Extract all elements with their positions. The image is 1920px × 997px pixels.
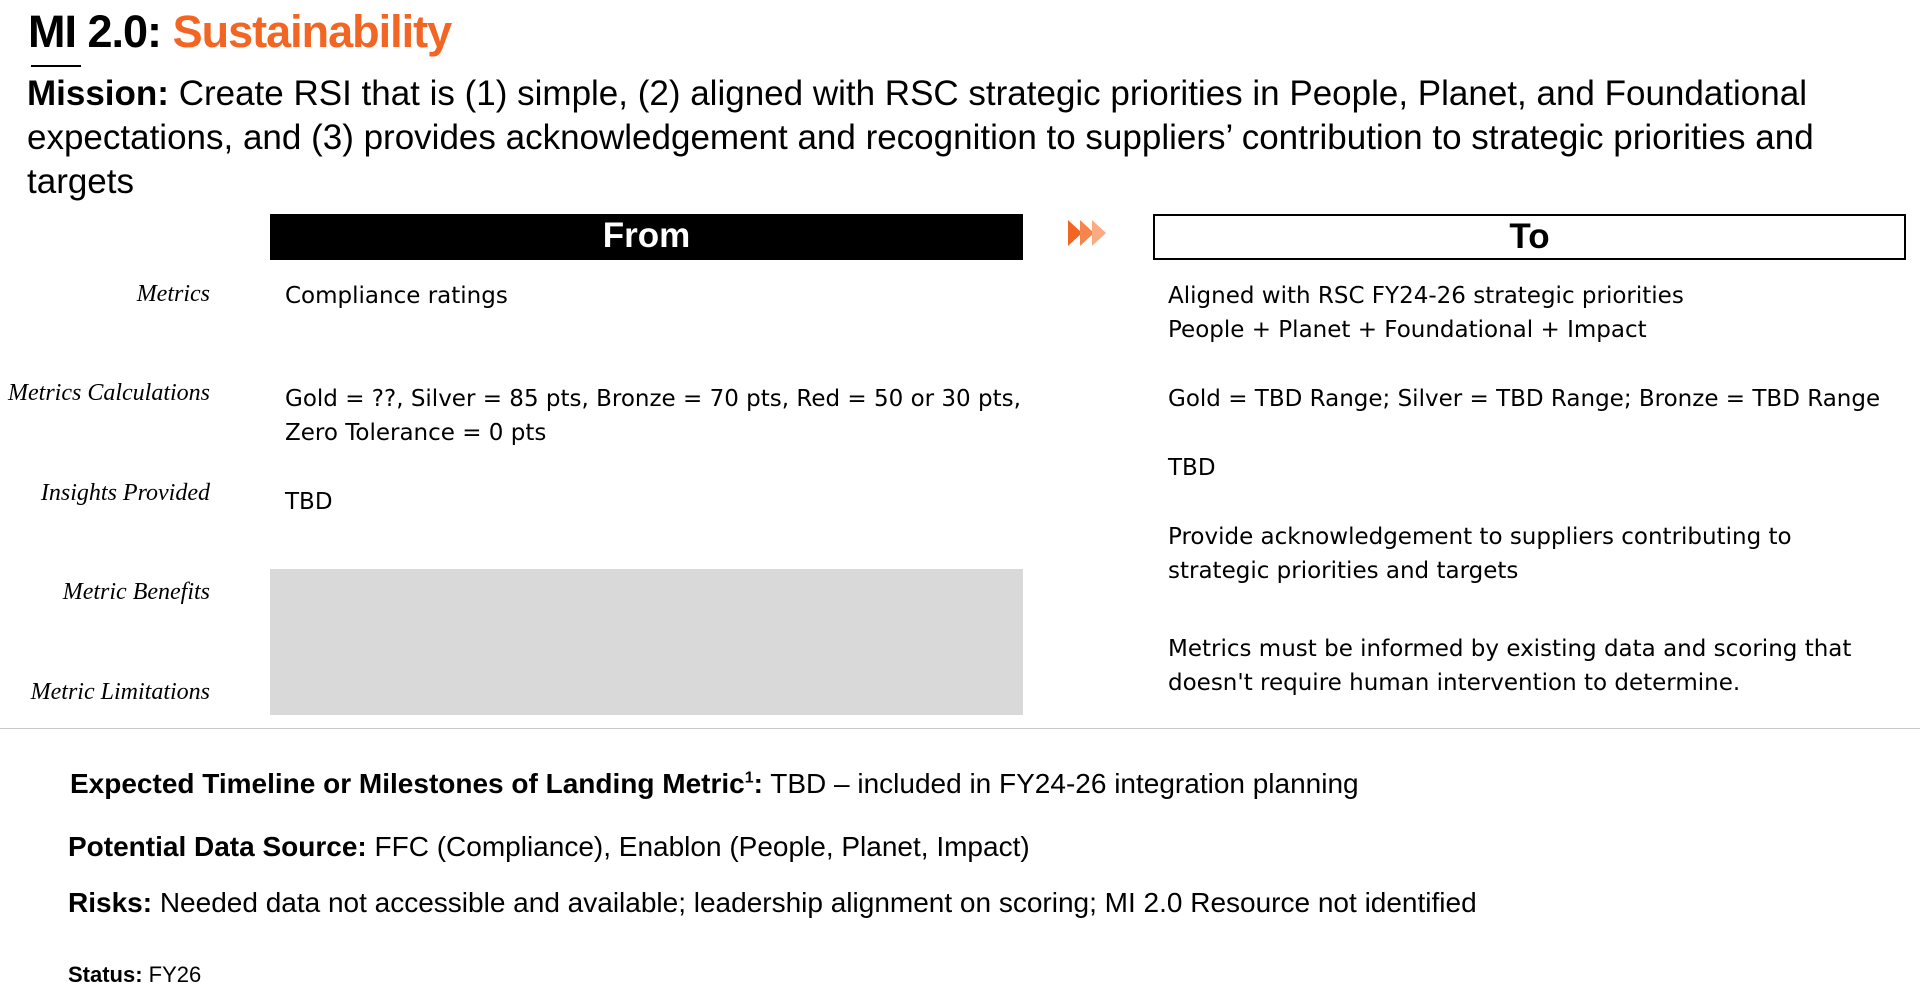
data-source-line: [68, 831, 1030, 863]
timeline-line: [70, 768, 1359, 800]
to-limitations-line: Metrics must be informed by existing data and scoring that: [1168, 636, 1852, 662]
to-calculations-line: Gold = TBD Range; Silver = TBD Range; Bronze = TBD Range: [1168, 386, 1881, 412]
footnote-marker: 1: [744, 769, 754, 787]
risks-text: Needed data not accessible and available; leadership alignment on scoring; MI 2.0 Resource not identified: [152, 887, 1477, 918]
section-divider: [0, 728, 1920, 729]
from-insights-line: TBD: [285, 489, 333, 515]
from-metrics-line: Compliance ratings: [285, 283, 508, 309]
to-metric-benefits: [1168, 520, 1792, 588]
to-benefits-line: strategic priorities and targets: [1168, 558, 1519, 584]
risks-line: [68, 887, 1477, 919]
row-label-metrics-calculations: Metrics Calculations: [8, 380, 210, 406]
timeline-text: TBD – included in FY24-26 integration planning: [762, 768, 1359, 799]
from-metrics: [285, 279, 508, 313]
status-label: Status:: [68, 962, 143, 987]
to-metrics-line: People + Planet + Foundational + Impact: [1168, 317, 1647, 343]
from-metrics-calculations: [285, 382, 1021, 450]
row-label-metric-benefits: Metric Benefits: [62, 579, 210, 605]
to-insights-line: TBD: [1168, 455, 1216, 481]
mission-text: Create RSI that is (1) simple, (2) aligned with RSC strategic priorities in People, Planet, and Foundational expectations, and (3) provides acknowledgement and recognition to suppliers’ contribution to strategic priorities and targets: [27, 74, 1814, 201]
to-column-header: To: [1153, 214, 1906, 260]
page-title: [28, 6, 451, 58]
from-insights-provided: [285, 485, 333, 519]
from-benefits-limitations-placeholder: [270, 569, 1023, 715]
to-insights-provided: [1168, 451, 1216, 485]
from-calculations-line: Zero Tolerance = 0 pts: [285, 420, 547, 446]
to-metrics-line: Aligned with RSC FY24-26 strategic priorities: [1168, 283, 1684, 309]
row-label-metrics: Metrics: [136, 281, 210, 307]
title-accent: Sustainability: [172, 6, 452, 57]
risks-label: Risks:: [68, 887, 153, 918]
title-underline: [31, 65, 81, 67]
from-column-header: From: [270, 214, 1023, 260]
data-source-label: Potential Data Source:: [68, 831, 367, 862]
to-benefits-line: Provide acknowledgement to suppliers contributing to: [1168, 524, 1792, 550]
to-metric-limitations: [1168, 632, 1851, 700]
title-prefix: MI 2.0:: [28, 6, 162, 57]
triple-chevron-arrow-icon: [1068, 220, 1112, 246]
to-metrics-calculations: [1168, 382, 1880, 416]
status-line: [68, 962, 201, 988]
status-text: FY26: [142, 962, 202, 987]
mission-statement: [27, 72, 1887, 204]
data-source-text: FFC (Compliance), Enablon (People, Planet, Impact): [366, 831, 1030, 862]
row-label-metric-limitations: Metric Limitations: [30, 679, 210, 705]
from-calculations-line: Gold = ??, Silver = 85 pts, Bronze = 70 pts, Red = 50 or 30 pts,: [285, 386, 1021, 412]
to-metrics: [1168, 279, 1684, 347]
timeline-label: Expected Timeline or Milestones of Landing Metric$^1$:: [70, 768, 763, 799]
to-limitations-line: doesn't require human intervention to determine.: [1168, 670, 1741, 696]
mission-label: Mission:: [27, 74, 169, 113]
row-label-insights-provided: Insights Provided: [40, 480, 210, 506]
